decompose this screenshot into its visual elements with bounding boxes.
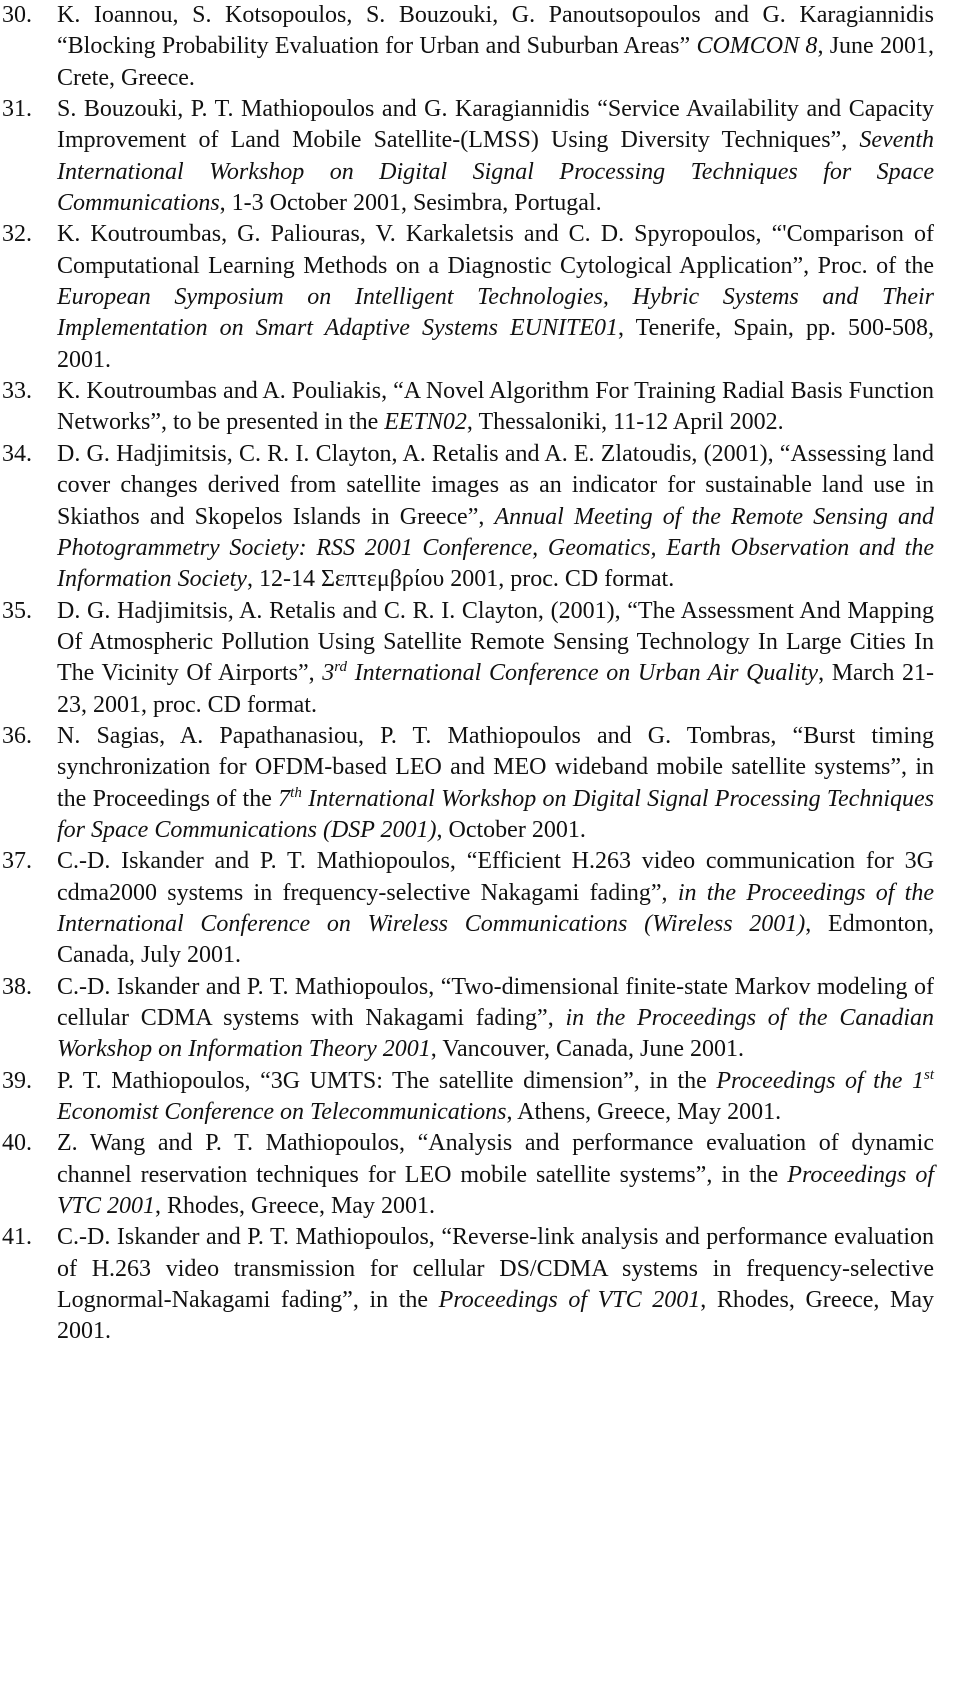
reference-italic-segment: Proceedings of VTC 2001	[438, 1287, 701, 1314]
reference-number: 33.	[2, 378, 32, 405]
reference-text	[57, 376, 934, 439]
reference-text	[57, 1128, 934, 1222]
reference-segment: S. Bouzouki, P. T. Mathiopoulos and G. Karagiannidis “Service Availability and Capacity Improvement of Land Mobile Satellite-(LMSS) Using Diversity Techniques”,	[57, 96, 934, 154]
reference-text	[57, 972, 934, 1066]
reference-text	[57, 439, 934, 596]
reference-superscript: th	[290, 784, 302, 801]
reference-number: 37.	[2, 848, 32, 875]
reference-italic-segment: European Symposium on Intelligent Technologies, Hybric Systems and Their Implementation on Smart Adaptive Systems EUNITE01	[57, 284, 934, 342]
superscript	[290, 785, 302, 801]
reference-italic-segment: Seventh International Workshop on Digital Signal Processing Techniques for Space Communications	[57, 127, 934, 217]
reference-superscript: rd	[334, 659, 348, 676]
reference-number: 32.	[2, 221, 32, 248]
reference-segment: N. Sagias, A. Papathanasiou, P. T. Mathiopoulos and G. Tombras, “Burst timing synchronization for OFDM-based LEO and MEO wideband mobile satellite systems”, in the Proceedings of the	[57, 722, 934, 812]
reference-item	[0, 439, 960, 596]
reference-number: 36.	[2, 722, 32, 749]
reference-item	[0, 219, 960, 376]
reference-item	[0, 846, 960, 971]
reference-segment: Z. Wang and P. T. Mathiopoulos, “Analysis and performance evaluation of dynamic channel reservation techniques for LEO mobile satellite systems”, in the	[57, 1130, 934, 1188]
reference-segment: K. Koutroumbas and A. Pouliakis, “A Novel Algorithm For Training Radial Basis Function Networks”, to be presented in the	[57, 378, 934, 436]
reference-segment: , Rhodes, Greece, May 2001.	[57, 1287, 934, 1345]
reference-number: 31.	[2, 96, 32, 123]
reference-italic-segment: Proceedings of the 1	[716, 1067, 924, 1094]
reference-segment: C.-D. Iskander and P. T. Mathiopoulos, “Efficient H.263 video communication for 3G cdma2000 systems in frequency-selective Nakagami fading”,	[57, 848, 934, 906]
reference-item	[0, 972, 960, 1066]
reference-italic-segment: Annual Meeting of the Remote Sensing and Photogrammetry Society: RSS 2001 Conference, Geomatics, Earth Observation and the Information Society	[57, 503, 934, 593]
reference-italic-segment: Economist Conference on Telecommunications	[57, 1099, 507, 1126]
reference-segment: , June 2001, Crete, Greece.	[57, 33, 934, 91]
reference-segment: , 1-3 October 2001, Sesimbra, Portugal.	[219, 190, 602, 217]
reference-italic-segment: Proceedings of VTC 2001	[57, 1161, 935, 1220]
reference-italic-segment: 3	[322, 660, 335, 687]
reference-item	[0, 1128, 960, 1222]
reference-item	[0, 94, 960, 219]
reference-text	[57, 1066, 934, 1129]
reference-segment: , 12-14 Σεπτεμβρίου 2001, proc. CD format.	[246, 566, 675, 593]
reference-italic-segment: 7	[278, 785, 291, 812]
reference-number: 30.	[2, 2, 32, 28]
reference-text	[57, 1222, 934, 1347]
reference-item	[0, 376, 960, 439]
reference-segment: , Thessaloniki, 11-12 April 2002.	[466, 409, 784, 436]
reference-number: 41.	[2, 1224, 32, 1251]
reference-text	[57, 94, 934, 219]
reference-number: 38.	[2, 973, 32, 1000]
reference-superscript: st	[924, 1066, 935, 1083]
reference-text	[57, 721, 934, 846]
reference-segment: , Rhodes, Greece, May 2001.	[155, 1193, 435, 1220]
reference-item	[0, 1066, 960, 1129]
reference-item	[0, 1222, 960, 1347]
reference-segment: D. G. Hadjimitsis, A. Retalis and C. R. I. Clayton, (2001), “The Assessment And Mapping Of Atmospheric Pollution Using Satellite Remote Sensing Technology In Large Cities In The Vicinity Of Airports”,	[57, 597, 934, 687]
reference-segment: , March 21-23, 2001, proc. CD format.	[57, 660, 934, 718]
reference-text	[57, 596, 934, 721]
reference-segment: , Vancouver, Canada, June 2001.	[430, 1036, 744, 1063]
reference-segment: D. G. Hadjimitsis, C. R. I. Clayton, A. Retalis and A. E. Zlatoudis, (2001), “Assessing land cover changes derived from satellite images as an indicator for sustainable land use in Skiathos and Skopelos Islands in Greece”,	[57, 440, 934, 530]
reference-italic-segment: COMCON 8	[696, 33, 818, 60]
reference-segment: C.-D. Iskander and P. T. Mathiopoulos, “Two-dimensional finite-state Markov modeling of cellular CDMA systems with Nakagami fading”,	[57, 973, 934, 1031]
reference-text	[57, 219, 934, 376]
reference-number: 35.	[2, 597, 32, 624]
reference-item	[0, 721, 960, 846]
reference-segment: K. Koutroumbas, G. Paliouras, V. Karkaletsis and C. D. Spyropoulos, “'Comparison of Computational Learning Methods on a Diagnostic Cytological Application”, Proc. of the	[57, 221, 934, 279]
superscript	[924, 1067, 934, 1083]
reference-segment: K. Ioannou, S. Kotsopoulos, S. Bouzouki, G. Panoutsopoulos and G. Karagiannidis “Blocking Probability Evaluation for Urban and Suburban Areas”	[57, 2, 934, 60]
reference-segment: , October 2001.	[436, 816, 586, 843]
reference-segment: , Edmonton, Canada, July 2001.	[57, 910, 935, 969]
reference-italic-segment: International Workshop on Digital Signal Processing Techniques for Space Communications (DSP 2001)	[57, 785, 934, 843]
reference-segment: C.-D. Iskander and P. T. Mathiopoulos, “Reverse-link analysis and performance evaluation of H.263 video transmission for cellular DS/CDMA systems in frequency-selective Lognormal-Nakagami fading”, in the	[57, 1224, 934, 1314]
reference-item	[0, 0, 960, 94]
superscript	[334, 659, 347, 675]
reference-italic-segment: in the Proceedings of the Canadian Workshop on Information Theory 2001	[57, 1005, 934, 1063]
reference-italic-segment: EETN02	[384, 409, 467, 436]
reference-number: 40.	[2, 1130, 32, 1157]
reference-italic-segment: in the Proceedings of the International Conference on Wireless Communications (Wireless 2001)	[57, 879, 934, 937]
reference-number: 34.	[2, 440, 32, 467]
reference-segment: P. T. Mathiopoulos, “3G UMTS: The satellite dimension”, in the	[57, 1067, 717, 1094]
reference-segment: , Athens, Greece, May 2001.	[506, 1099, 782, 1126]
reference-text	[57, 846, 934, 971]
reference-segment: , Tenerife, Spain, pp. 500-508, 2001.	[57, 315, 934, 373]
reference-italic-segment: International Conference on Urban Air Quality	[347, 660, 819, 687]
reference-text	[57, 0, 934, 94]
reference-item	[0, 596, 960, 721]
reference-number: 39.	[2, 1067, 32, 1094]
